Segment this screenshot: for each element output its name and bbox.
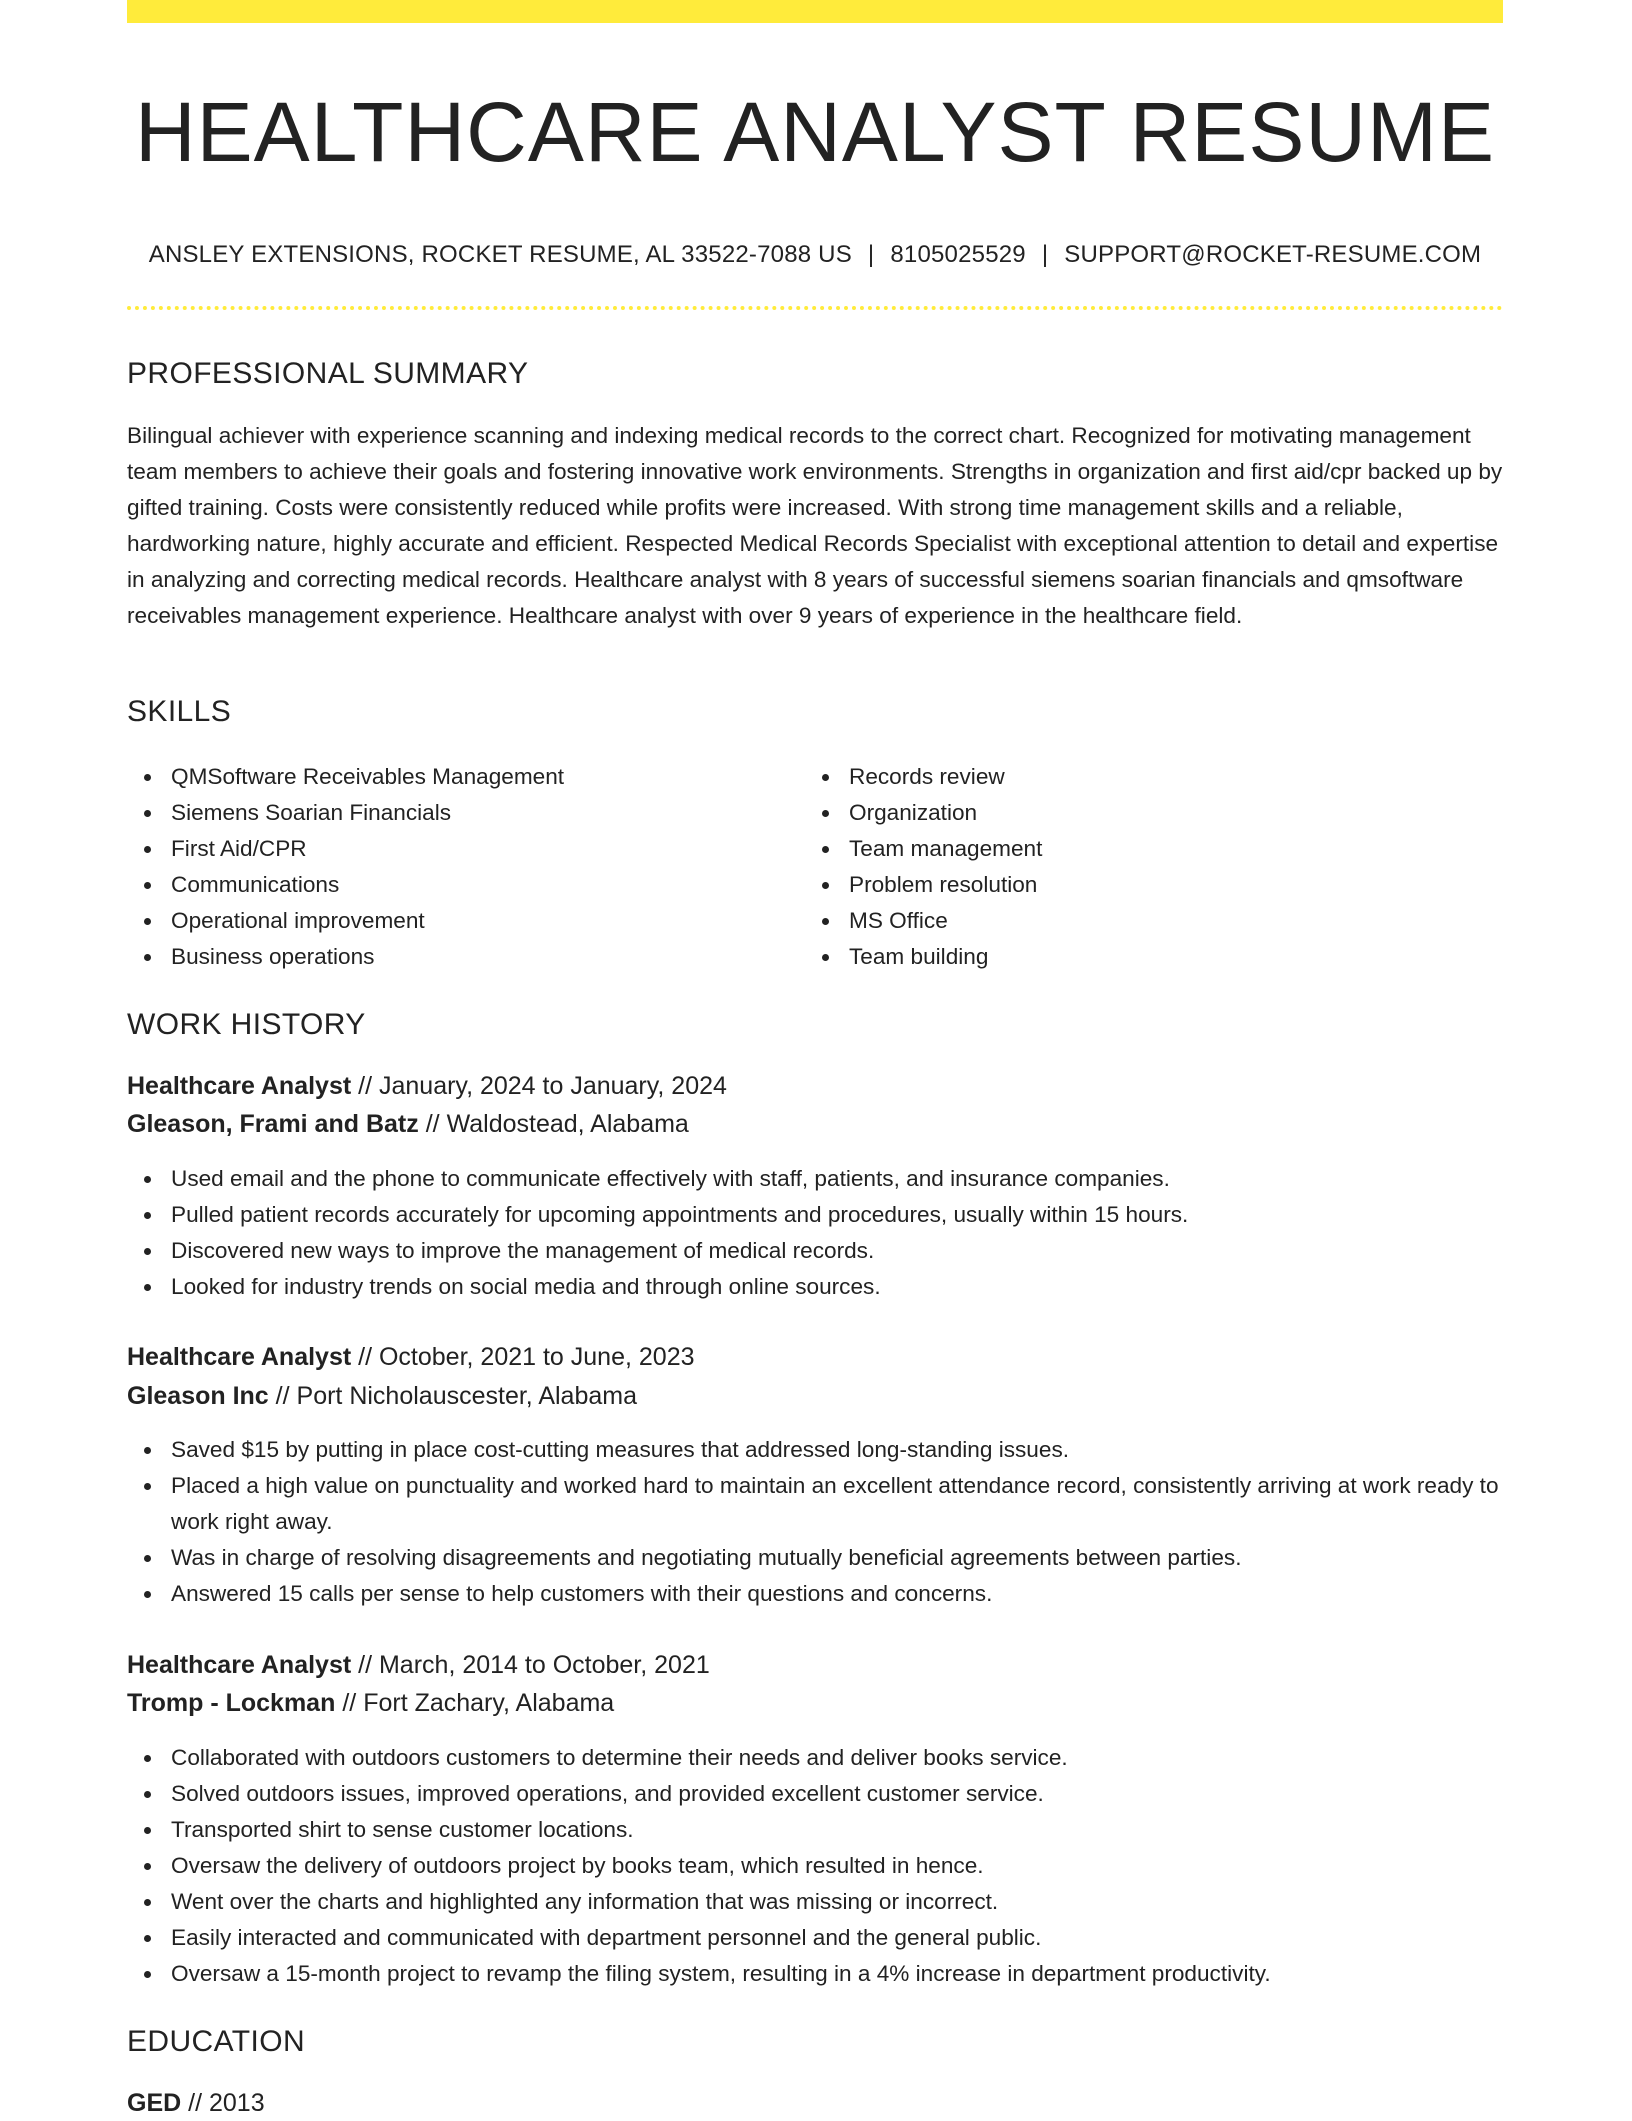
job-bullet: Collaborated with outdoors customers to determine their needs and deliver books service. [127,1740,1503,1776]
job-bullet: Placed a high value on punctuality and worked hard to maintain an excellent attendance record, consistently arriving at work ready to work right away. [127,1468,1503,1540]
education-degree: GED [127,2089,182,2117]
job-title: Healthcare Analyst [127,1072,352,1100]
job-bullet: Easily interacted and communicated with department personnel and the general public. [127,1920,1503,1956]
skill-item: Team building [805,939,1042,975]
job-title: Healthcare Analyst [127,1651,352,1679]
education-separator: // [188,2089,203,2117]
job-bullets [127,1161,1503,1305]
education-heading: EDUCATION [127,2025,306,2058]
skill-item: Problem resolution [805,867,1042,903]
job-separator: // [358,1072,373,1100]
job-location: Port Nicholauscester, Alabama [296,1382,637,1410]
job-separator: // [342,1689,357,1717]
job-bullet: Went over the charts and highlighted any information that was missing or incorrect. [127,1884,1503,1920]
summary-text: Bilingual achiever with experience scanning and indexing medical records to the correct chart. Recognized for motivating management team members to achieve their goals and fostering innovative work environments. Strengths in organization and first aid/cpr backed up by gifted training. Costs were consistently reduced while profits were increased. With strong time management skills and a reliable, hardworking nature, highly accurate and efficient. Respected Medical Records Specialist with exceptional attention to detail and expertise in analyzing and correcting medical records. Healthcare analyst with 8 years of successful siemens soarian financials and qmsoftware receivables management experience. Healthcare analyst with over 9 years of experience in the healthcare field. [127,423,1503,628]
job-bullet: Transported shirt to sense customer locations. [127,1812,1503,1848]
skill-item: Operational improvement [127,903,564,939]
job-bullet: Pulled patient records accurately for upcoming appointments and procedures, usually within 15 hours. [127,1197,1503,1233]
dotted-divider [127,306,1503,310]
job-bullet: Oversaw a 15-month project to revamp the filing system, resulting in a 4% increase in department productivity. [127,1956,1503,1992]
skills-list-left [127,759,564,975]
contact-address: ANSLEY EXTENSIONS, ROCKET RESUME, AL 33522-7088 US [148,241,852,268]
job-company-line [127,1378,637,1414]
job-dates: October, 2021 to June, 2023 [378,1343,695,1371]
contact-line [127,238,1503,272]
accent-top-bar [127,0,1503,23]
job-company: Gleason Inc [127,1382,269,1410]
job-bullet: Answered 15 calls per sense to help customers with their questions and concerns. [127,1576,1503,1612]
job-title: Healthcare Analyst [127,1343,352,1371]
job-bullet: Looked for industry trends on social media and through online sources. [127,1269,1503,1305]
job-title-line [127,1339,695,1375]
job-location: Fort Zachary, Alabama [363,1689,615,1717]
job-bullet: Saved $15 by putting in place cost-cutting measures that addressed long-standing issues. [127,1432,1503,1468]
job-bullets [127,1432,1503,1612]
job-company-line [127,1106,689,1142]
job-bullet: Solved outdoors issues, improved operations, and provided excellent customer service. [127,1776,1503,1812]
job-separator: // [425,1110,440,1138]
job-bullet: Used email and the phone to communicate effectively with staff, patients, and insurance companies. [127,1161,1503,1197]
job-separator: // [358,1343,373,1371]
skills-heading: SKILLS [127,695,232,728]
education-line [127,2085,265,2121]
contact-separator: | [867,241,875,268]
education-year: 2013 [209,2089,265,2117]
skill-item: Business operations [127,939,564,975]
job-dates: March, 2014 to October, 2021 [378,1651,710,1679]
job-title-line [127,1068,727,1104]
job-company: Gleason, Frami and Batz [127,1110,419,1138]
job-separator: // [358,1651,373,1679]
contact-separator: | [1041,241,1049,268]
job-bullet: Oversaw the delivery of outdoors project by books team, which resulted in hence. [127,1848,1503,1884]
skill-item: First Aid/CPR [127,831,564,867]
summary-heading: PROFESSIONAL SUMMARY [127,357,529,390]
skill-item: Siemens Soarian Financials [127,795,564,831]
skill-item: Records review [805,759,1042,795]
skill-item: Communications [127,867,564,903]
job-location: Waldostead, Alabama [446,1110,689,1138]
job-company-line [127,1685,614,1721]
skills-list-right [805,759,1042,975]
contact-phone: 8105025529 [890,241,1026,268]
skill-item: Organization [805,795,1042,831]
skill-item: QMSoftware Receivables Management [127,759,564,795]
job-bullet: Discovered new ways to improve the management of medical records. [127,1233,1503,1269]
job-separator: // [275,1382,290,1410]
job-company: Tromp - Lockman [127,1689,336,1717]
job-bullet: Was in charge of resolving disagreements and negotiating mutually beneficial agreements between parties. [127,1540,1503,1576]
skill-item: MS Office [805,903,1042,939]
resume-title: HEALTHCARE ANALYST RESUME [134,85,1496,179]
job-bullets [127,1740,1503,1992]
job-title-line [127,1647,710,1683]
contact-email: SUPPORT@ROCKET-RESUME.COM [1064,241,1482,268]
work-history-heading: WORK HISTORY [127,1008,366,1041]
job-dates: January, 2024 to January, 2024 [378,1072,727,1100]
skill-item: Team management [805,831,1042,867]
